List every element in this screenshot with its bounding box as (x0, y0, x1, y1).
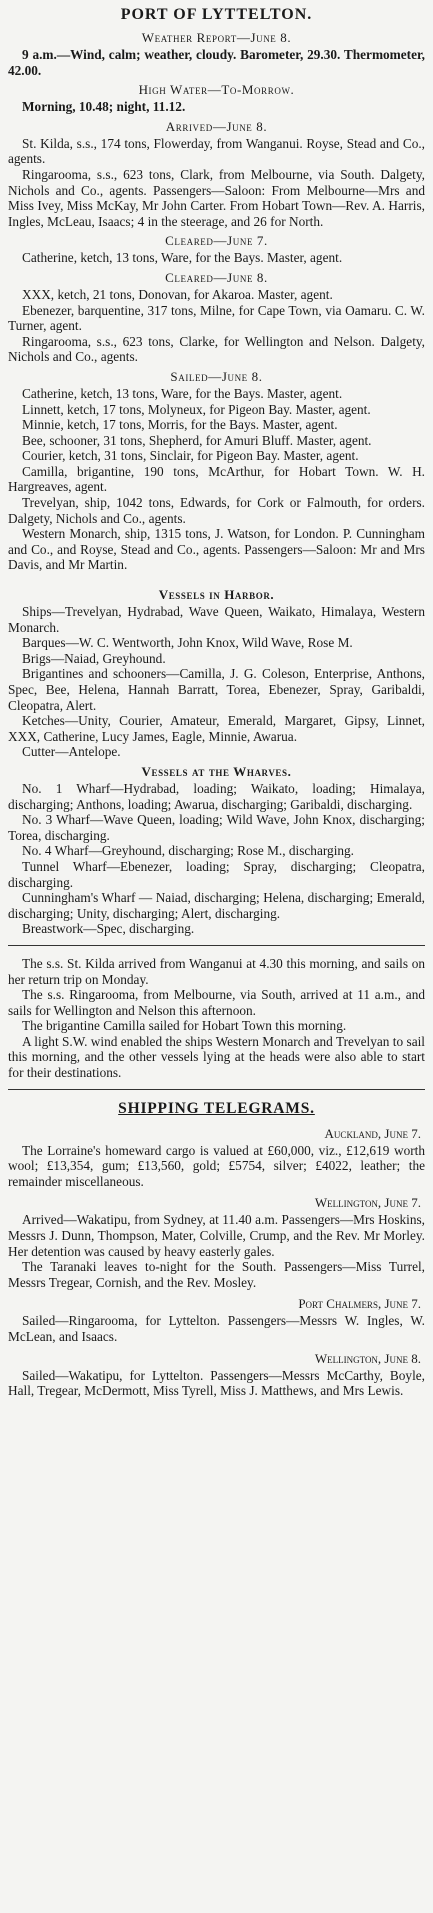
dateline: Wellington, June 7. (314, 1195, 421, 1211)
wharf-item: No. 4 Wharf—Greyhound, discharging; Rose M., discharging. (22, 843, 355, 859)
telegram-item: The Taranaki leaves to-night for the South. Passengers—Miss Turrel, Messrs Tregear, Cornish, and the Rev. Mosley. (8, 1259, 425, 1290)
telegram-item: The Lorraine's homeward cargo is valued at £60,000, viz., £12,619 worth wool; £13,354, gum; £13,560, gold; £5754, silver; £4022, leather; the remainder miscellaneous. (8, 1142, 425, 1189)
cleared-item: XXX, ketch, 21 tons, Donovan, for Akaroa. Master, agent. (22, 286, 333, 302)
dateline: Wellington, June 8. (314, 1350, 421, 1366)
wharf-item: Cunningham's Wharf — Naiad, discharging; Helena, discharging; Emerald, discharging; Unity, discharging; Alert, discharging. (8, 890, 425, 921)
sailed-heading: Sailed—June 8. (170, 368, 263, 384)
telegram-item: Sailed—Wakatipu, for Lyttelton. Passengers—Messrs McCarthy, Boyle, Hall, Tregear, McDermott, Miss Tyrell, Miss J. Matthews, and Mrs Lewis. (8, 1367, 425, 1399)
cleared-item: Catherine, ketch, 13 tons, Ware, for the Bays. Master, agent. (22, 250, 343, 266)
harbor-item: Brigs—Naiad, Greyhound. (22, 650, 166, 666)
harbor-item: Cutter—Antelope. (22, 744, 121, 760)
wharf-item: Breastwork—Spec, discharging. (22, 921, 195, 937)
wharf-item: No. 3 Wharf—Wave Queen, loading; Wild Wave, John Knox, discharging; Torea, discharging. (8, 812, 425, 843)
harbor-heading: Vessels in Harbor. (158, 587, 275, 603)
harbor-item: Barques—W. C. Wentworth, John Knox, Wild Wave, Rose M. (22, 635, 353, 651)
sailed-item: Trevelyan, ship, 1042 tons, Edwards, for Cork or Falmouth, for orders. Dalgety, Nichols and Co., agents. (8, 495, 425, 526)
sailed-item: Western Monarch, ship, 1315 tons, J. Watson, for London. P. Cunningham and Co., and Royse, Stead and Co., agents. Passengers—Saloon: Mr and Mrs Davis, and Mr Martin. (8, 526, 425, 573)
harbor-item: Ketches—Unity, Courier, Amateur, Emerald, Margaret, Gipsy, Linnet, XXX, Catherine, Lucy James, Eagle, Minnie, Awarua. (8, 713, 425, 744)
cleared-item: Ringarooma, s.s., 623 tons, Clarke, for Wellington and Nelson. Dalgety, Nichols and Co., agents. (8, 333, 425, 365)
wharf-item: Tunnel Wharf—Ebenezer, loading; Spray, discharging; Cleopatra, discharging. (8, 858, 425, 890)
sailed-item: Bee, schooner, 31 tons, Shepherd, for Amuri Bluff. Master, agent. (22, 432, 372, 448)
section-divider (8, 1089, 425, 1090)
high-water-text: Morning, 10.48; night, 11.12. (22, 99, 186, 115)
wharves-heading: Vessels at the Wharves. (141, 763, 292, 779)
arrived-item: Ringarooma, s.s., 623 tons, Clark, from Melbourne, via South. Dalgety, Nichols and Co., agents. Passengers—Saloon: From Melbourne—Mrs and Miss Ivey, Miss McKay, Mr John Carter. From Hobart Town—Rev. A. Harris, Ingles, McLeau, Isaacs; 4 in the steerage, and 26 for North. (8, 166, 425, 229)
cleared-june7-heading: Cleared—June 7. (165, 233, 268, 249)
wharf-item: No. 1 Wharf—Hydrabad, loading; Waikato, loading; Himalaya, discharging; Anthons, loading; Awarua, discharging; Garibaldi, discharging. (8, 780, 425, 812)
weather-heading: Weather Report—June 8. (141, 30, 292, 45)
harbor-item: Ships—Trevelyan, Hydrabad, Wave Queen, Waikato, Himalaya, Western Monarch. (8, 604, 425, 635)
cleared-item: Ebenezer, barquentine, 317 tons, Milne, for Cape Town, via Oamaru. C. W. Turner, agent. (8, 302, 425, 334)
high-water-heading: High Water—To-Morrow. (138, 82, 295, 98)
harbor-item: Brigantines and schooners—Camilla, J. G. Coleson, Enterprise, Anthons, Spec, Bee, Helena, Hannah Barratt, Torea, Ebenezer, Spray, Garibaldi, Cleopatra, Alert. (8, 666, 425, 713)
news-paragraph: The brigantine Camilla sailed for Hobart Town this morning. (22, 1018, 347, 1034)
news-paragraph: A light S.W. wind enabled the ships Western Monarch and Trevelyan to sail this morning, and the other vessels lying at the heads were also able to start for their destinations. (8, 1033, 425, 1081)
weather-text: 9 a.m.—Wind, calm; weather, cloudy. Barometer, 29.30. Thermometer, 42.00. (8, 47, 425, 78)
section-divider (8, 945, 425, 946)
sailed-item: Catherine, ketch, 13 tons, Ware, for the Bays. Master, agent. (22, 385, 343, 401)
arrived-item: St. Kilda, s.s., 174 tons, Flowerday, from Wanganui. Royse, Stead and Co., agents. (8, 135, 425, 167)
page-title: PORT OF LYTTELTON. (120, 6, 313, 23)
news-paragraph: The s.s. Ringarooma, from Melbourne, via South, arrived at 11 a.m., and sails for Wellington and Nelson this afternoon. (8, 987, 425, 1018)
arrived-heading: Arrived—June 8. (165, 118, 268, 134)
sailed-item: Linnett, ketch, 17 tons, Molyneux, for Pigeon Bay. Master, agent. (22, 401, 371, 417)
cleared-june8-heading: Cleared—June 8. (165, 269, 268, 285)
dateline: Port Chalmers, June 7. (298, 1296, 421, 1312)
sailed-item: Camilla, brigantine, 190 tons, McArthur, for Hobart Town. W. H. Hargreaves, agent. (8, 463, 425, 495)
sailed-item: Minnie, ketch, 17 tons, Morris, for the Bays. Master, agent. (22, 417, 338, 433)
sailed-item: Courier, ketch, 31 tons, Sinclair, for Pigeon Bay. Master, agent. (22, 448, 359, 464)
telegram-item: Sailed—Ringarooma, for Lyttelton. Passengers—Messrs W. Ingles, W. McLean, and Isaacs. (8, 1313, 425, 1344)
news-paragraph: The s.s. St. Kilda arrived from Wanganui at 4.30 this morning, and sails on her return trip on Monday. (8, 955, 425, 987)
dateline: Auckland, June 7. (324, 1125, 421, 1141)
telegram-item: Arrived—Wakatipu, from Sydney, at 11.40 a.m. Passengers—Mrs Hoskins, Messrs J. Dunn, Thompson, Mater, Colville, Crump, and the Rev. Mr Morley. Her detention was caused by heavy easterly gales. (8, 1212, 425, 1259)
telegrams-title: SHIPPING TELEGRAMS. (118, 1099, 315, 1117)
